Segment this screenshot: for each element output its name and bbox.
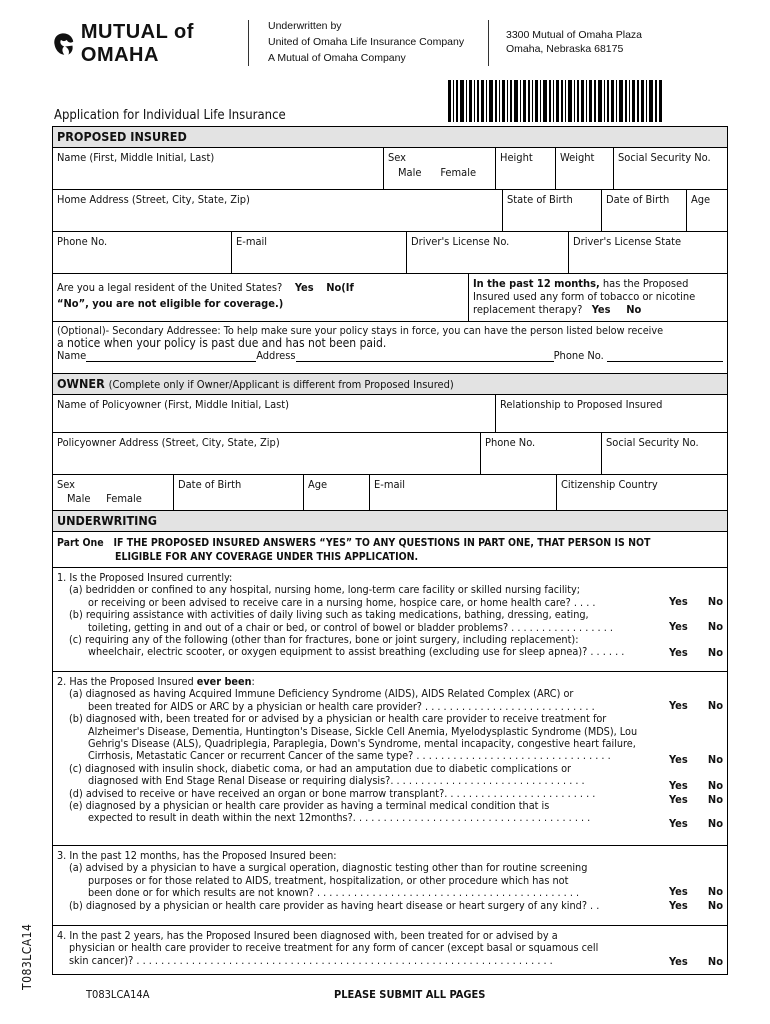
insured-row-3 <box>53 232 727 274</box>
q3-intro: 3. In the past 12 months, has the Proposed Insured been: <box>57 849 337 862</box>
insured-dob-field[interactable] <box>602 190 687 231</box>
owner-sex-female[interactable]: Female <box>106 492 142 505</box>
secondary-name-label: Name <box>57 349 87 362</box>
footer-form-code: T083LCA14A <box>86 988 150 1001</box>
q3b-answer <box>669 900 723 912</box>
q1b-line-2: toileting, getting in and out of a chair or bed, or control of bowel or bladder problems? . . . . . . . . . . . . . . . . . <box>88 620 613 634</box>
tobacco-question <box>469 274 727 321</box>
q2a-yes[interactable]: Yes <box>669 699 688 712</box>
secondary-address-input[interactable] <box>296 350 554 362</box>
drivers-license-state-field[interactable] <box>569 232 727 273</box>
insured-sex-label: Sex <box>388 151 407 164</box>
q2b-yes[interactable]: Yes <box>669 753 688 766</box>
part-one-notice <box>53 532 727 568</box>
form-title: Application for Individual Life Insurance <box>54 108 286 123</box>
age-label: Age <box>691 193 711 206</box>
owner-phone-label: Phone No. <box>485 436 536 449</box>
q2-intro-c: : <box>251 675 255 688</box>
part-one-label: Part One <box>57 537 104 549</box>
underwriting-heading: UNDERWRITING <box>53 511 727 532</box>
citizenship-label: Citizenship Country <box>561 478 658 491</box>
application-form <box>52 126 728 975</box>
q3b-yes[interactable]: Yes <box>669 899 688 912</box>
proposed-insured-heading: PROPOSED INSURED <box>53 127 727 148</box>
q1c-no[interactable]: No <box>707 646 723 659</box>
q1a-line-1: (a) bedridden or confined to any hospital, nursing home, long-term care facility or skilled nursing facility; <box>69 583 581 597</box>
q3b-no[interactable]: No <box>707 899 723 912</box>
side-form-code <box>20 920 34 990</box>
underwriter-info <box>268 18 464 66</box>
part-one-text-2: ELIGIBLE FOR ANY COVERAGE UNDER THIS APPLICATION. <box>115 551 419 563</box>
insured-home-address-field[interactable] <box>53 190 503 231</box>
q2b-no[interactable]: No <box>707 753 723 766</box>
q2a-line-1: (a) diagnosed as having Acquired Immune Deficiency Syndrome (AIDS), AIDS Related Complex (ARC) or <box>69 687 574 701</box>
company-logo <box>52 21 242 66</box>
q1a-yes[interactable]: Yes <box>669 595 688 608</box>
phone-label: Phone No. <box>57 235 108 248</box>
insured-sex-female[interactable]: Female <box>440 166 477 179</box>
q2c-line-2: diagnosed with End Stage Renal Disease or requiring dialysis?. . . . . . . . . . . . . . . . . . . . . . . . . . . . . . . . <box>88 774 585 788</box>
q3a-no[interactable]: No <box>707 885 723 898</box>
q4-no[interactable]: No <box>707 955 723 968</box>
secondary-phone-label: Phone No. <box>553 349 604 362</box>
q2d-answer <box>669 794 723 806</box>
q1c-line-2: wheelchair, electric scooter, or oxygen equipment to assist breathing (excluding use for sleep apnea)? . . . . . . <box>88 645 625 659</box>
legal-resident-note: “No”, you are not eligible for coverage.) <box>57 297 284 310</box>
tobacco-text-2: Insured used any form of tobacco or nicotine <box>473 290 696 303</box>
tobacco-yes[interactable]: Yes <box>591 303 611 316</box>
q2-intro-a: 2. Has the Proposed Insured <box>57 675 197 688</box>
owner-dob-label: Date of Birth <box>178 478 242 491</box>
policyowner-name-label: Name of Policyowner (First, Middle Initial, Last) <box>57 398 290 411</box>
footer-submit-note: PLEASE SUBMIT ALL PAGES <box>334 988 486 1001</box>
email-label: E-mail <box>236 235 268 248</box>
citizenship-field[interactable] <box>557 475 727 510</box>
owner-heading-note: (Complete only if Owner/Applicant is different from Proposed Insured) <box>108 378 454 391</box>
legal-resident-text: Are you a legal resident of the United States? <box>57 281 283 294</box>
relationship-label: Relationship to Proposed Insured <box>500 398 663 411</box>
q2d-yes[interactable]: Yes <box>669 793 688 806</box>
q3a-yes[interactable]: Yes <box>669 885 688 898</box>
dob-label: Date of Birth <box>606 193 670 206</box>
owner-dob-field[interactable] <box>174 475 304 510</box>
q4-line-3: skin cancer)? . . . . . . . . . . . . . . . . . . . . . . . . . . . . . . . . . . . . . . . . . . . . . . . . . . . . . . . . . . . . . . . . . . . . <box>69 953 553 967</box>
affiliate-name: A Mutual of Omaha Company <box>268 52 406 64</box>
insured-row-2 <box>53 190 727 232</box>
barcode <box>448 80 718 122</box>
q2b-line-2: Alzheimer's Disease, Dementia, Huntington's Disease, Sickle Cell Anemia, Myelodysplastic Syndrome (MDS), Lou <box>88 724 638 738</box>
q2c-answer <box>669 780 723 792</box>
lion-logo-icon <box>52 29 75 59</box>
secondary-name-input[interactable] <box>86 350 256 362</box>
height-label: Height <box>500 151 533 164</box>
q2e-no[interactable]: No <box>707 817 723 830</box>
drivers-license-label: Driver's License No. <box>411 235 510 248</box>
insured-email-field[interactable] <box>232 232 407 273</box>
policyowner-address-label: Policyowner Address (Street, City, State, Zip) <box>57 436 280 449</box>
tobacco-bold: In the past 12 months, <box>473 277 600 290</box>
owner-row-3 <box>53 475 727 511</box>
tobacco-text-1: has the Proposed <box>599 277 689 290</box>
q2b-line-1: (b) diagnosed with, been treated for or advised by a physician or health care provider to receive treatment for <box>69 712 607 726</box>
q2b-line-3: Gehrig's Disease (ALS), Quadriplegia, Paraplegia, Down's Syndrome, mental incapacity, congestive heart failure, <box>88 737 636 751</box>
address-line-2: Omaha, Nebraska 68175 <box>506 43 624 55</box>
tobacco-no[interactable]: No <box>626 303 642 316</box>
q1b-line-1: (b) requiring assistance with activities of daily living such as taking medications, bathing, dressing, eating, <box>69 608 589 622</box>
policyowner-address-field[interactable] <box>53 433 481 474</box>
q2e-yes[interactable]: Yes <box>669 817 688 830</box>
insured-name-field[interactable] <box>53 148 384 189</box>
header-divider-2 <box>488 20 489 66</box>
q2c-no[interactable]: No <box>707 779 723 792</box>
owner-age-field[interactable] <box>304 475 370 510</box>
q2b-answer <box>669 754 723 766</box>
owner-ssn-label: Social Security No. <box>606 436 699 449</box>
drivers-license-field[interactable] <box>407 232 569 273</box>
insured-name-label: Name (First, Middle Initial, Last) <box>57 151 215 164</box>
q2e-line-2: expected to result in death within the next 12months?. . . . . . . . . . . . . . . . . . . . . . . . . . . . . . . . . . . . . . . <box>88 811 591 825</box>
q1b-no[interactable]: No <box>707 620 723 633</box>
q3b-line-1: (b) diagnosed by a physician or health care provider as having heart disease or heart surgery of any kind? . . <box>69 898 600 912</box>
q3a-line-2: purposes or for those related to AIDS, treatment, hospitalization, or other procedure which has not <box>88 873 569 887</box>
q1-intro: 1. Is the Proposed Insured currently: <box>57 571 233 584</box>
insured-row-1 <box>53 148 727 190</box>
policyowner-name-field[interactable] <box>53 395 496 432</box>
owner-sex-label: Sex <box>57 478 76 491</box>
q1b-answer <box>669 621 723 633</box>
question-4 <box>53 926 727 974</box>
q3a-answer <box>669 886 723 898</box>
q4-answer <box>669 956 723 968</box>
secondary-addressee <box>53 322 727 374</box>
legal-resident-yes[interactable]: Yes <box>294 281 314 294</box>
legal-resident-no[interactable]: No(If <box>326 281 354 294</box>
owner-sex-male[interactable]: Male <box>67 492 91 505</box>
address-line-1: 3300 Mutual of Omaha Plaza <box>506 29 642 41</box>
q2e-answer <box>669 818 723 830</box>
owner-email-label: E-mail <box>374 478 406 491</box>
q1b-yes[interactable]: Yes <box>669 620 688 633</box>
q2-intro-b: ever been <box>196 675 252 688</box>
insured-ssn-field[interactable] <box>614 148 727 189</box>
insured-height-field[interactable] <box>496 148 556 189</box>
q3a-line-3: been done or for which results are not known? . . . . . . . . . . . . . . . . . . . . . . . . . . . . . . . . . . . . . . . . . . . <box>88 886 580 900</box>
company-address <box>506 28 642 56</box>
q2a-no[interactable]: No <box>707 699 723 712</box>
logo-wordmark: MUTUAL of OMAHA <box>80 21 194 66</box>
q2d-line-1: (d) advised to receive or have received an organ or bone marrow transplant?. . . . . . . . . . . . . . . . . . . . . . . . . <box>69 786 596 800</box>
drivers-license-state-label: Driver's License State <box>573 235 682 248</box>
q2c-line-1: (c) diagnosed with insulin shock, diabetic coma, or had an amputation due to diabetic complications or <box>69 761 572 775</box>
q2b-line-4: Cirrhosis, Metastatic Cancer or recurrent Cancer of the same type? . . . . . . . . . . . . . . . . . . . . . . . . . . . . . . . . <box>88 749 611 763</box>
part-one-text-1: IF THE PROPOSED INSURED ANSWERS “YES” TO ANY QUESTIONS IN PART ONE, THAT PERSON IS NOT <box>113 537 651 549</box>
secondary-text-2: a notice when your policy is past due and has not been paid. <box>57 336 387 350</box>
insured-sex-field[interactable] <box>384 148 496 189</box>
insured-sex-male[interactable]: Male <box>398 166 422 179</box>
tobacco-text-3: replacement therapy? <box>473 303 583 316</box>
q1c-yes[interactable]: Yes <box>669 646 688 659</box>
question-2 <box>53 672 727 846</box>
weight-label: Weight <box>560 151 595 164</box>
owner-age-label: Age <box>308 478 328 491</box>
q1a-line-2: or receiving or been advised to receive care in a nursing home, hospice care, or home health care? . . . . <box>88 595 596 609</box>
owner-ssn-field[interactable] <box>602 433 727 474</box>
legal-resident-question <box>53 274 469 321</box>
secondary-text-1: (Optional)- Secondary Addressee: To help make sure your policy stays in force, you can have the person listed below receive <box>57 324 664 337</box>
state-of-birth-label: State of Birth <box>507 193 573 206</box>
q1a-answer <box>669 596 723 608</box>
q2a-line-2: been treated for AIDS or ARC by a physician or health care provider? . . . . . . . . . . . . . . . . . . . . . . . . . . . . <box>88 699 595 713</box>
q2c-yes[interactable]: Yes <box>669 779 688 792</box>
q1a-no[interactable]: No <box>707 595 723 608</box>
owner-phone-field[interactable] <box>481 433 602 474</box>
q4-line-2: physician or health care provider to receive treatment for any form of cancer (except basal or squamous cell <box>69 941 599 955</box>
owner-email-field[interactable] <box>370 475 557 510</box>
header-divider <box>248 20 249 66</box>
owner-heading-text: OWNER <box>57 376 105 391</box>
owner-sex-field[interactable] <box>53 475 174 510</box>
q4-yes[interactable]: Yes <box>669 955 688 968</box>
relationship-field[interactable] <box>496 395 727 432</box>
q2a-answer <box>669 700 723 712</box>
ssn-label: Social Security No. <box>618 151 711 164</box>
owner-row-2 <box>53 433 727 475</box>
q2d-no[interactable]: No <box>707 793 723 806</box>
insured-row-4 <box>53 274 727 322</box>
state-of-birth-field[interactable] <box>503 190 602 231</box>
secondary-address-label: Address <box>256 349 296 362</box>
question-3 <box>53 846 727 926</box>
home-address-label: Home Address (Street, City, State, Zip) <box>57 193 250 206</box>
insured-weight-field[interactable] <box>556 148 614 189</box>
q2e-line-1: (e) diagnosed by a physician or health care provider as having a terminal medical condition that is <box>69 799 550 813</box>
underwriter-name: United of Omaha Life Insurance Company <box>268 36 465 48</box>
insured-phone-field[interactable] <box>53 232 232 273</box>
q4-line-1: 4. In the past 2 years, has the Proposed Insured been diagnosed with, been treated for or advised by a <box>57 929 558 942</box>
owner-row-1 <box>53 395 727 433</box>
insured-age-field[interactable] <box>687 190 727 231</box>
question-1 <box>53 568 727 672</box>
q3a-line-1: (a) advised by a physician to have a surgical operation, diagnostic testing other than for routine screening <box>69 861 588 875</box>
secondary-phone-input[interactable] <box>607 350 723 362</box>
q1c-answer <box>669 647 723 659</box>
owner-heading <box>53 374 727 395</box>
q1c-line-1: (c) requiring any of the following (other than for fractures, bone or joint surgery, including replacement): <box>69 633 579 647</box>
side-form-code-text: T083LCA14 <box>20 923 34 990</box>
underwritten-label: Underwritten by <box>268 20 342 32</box>
